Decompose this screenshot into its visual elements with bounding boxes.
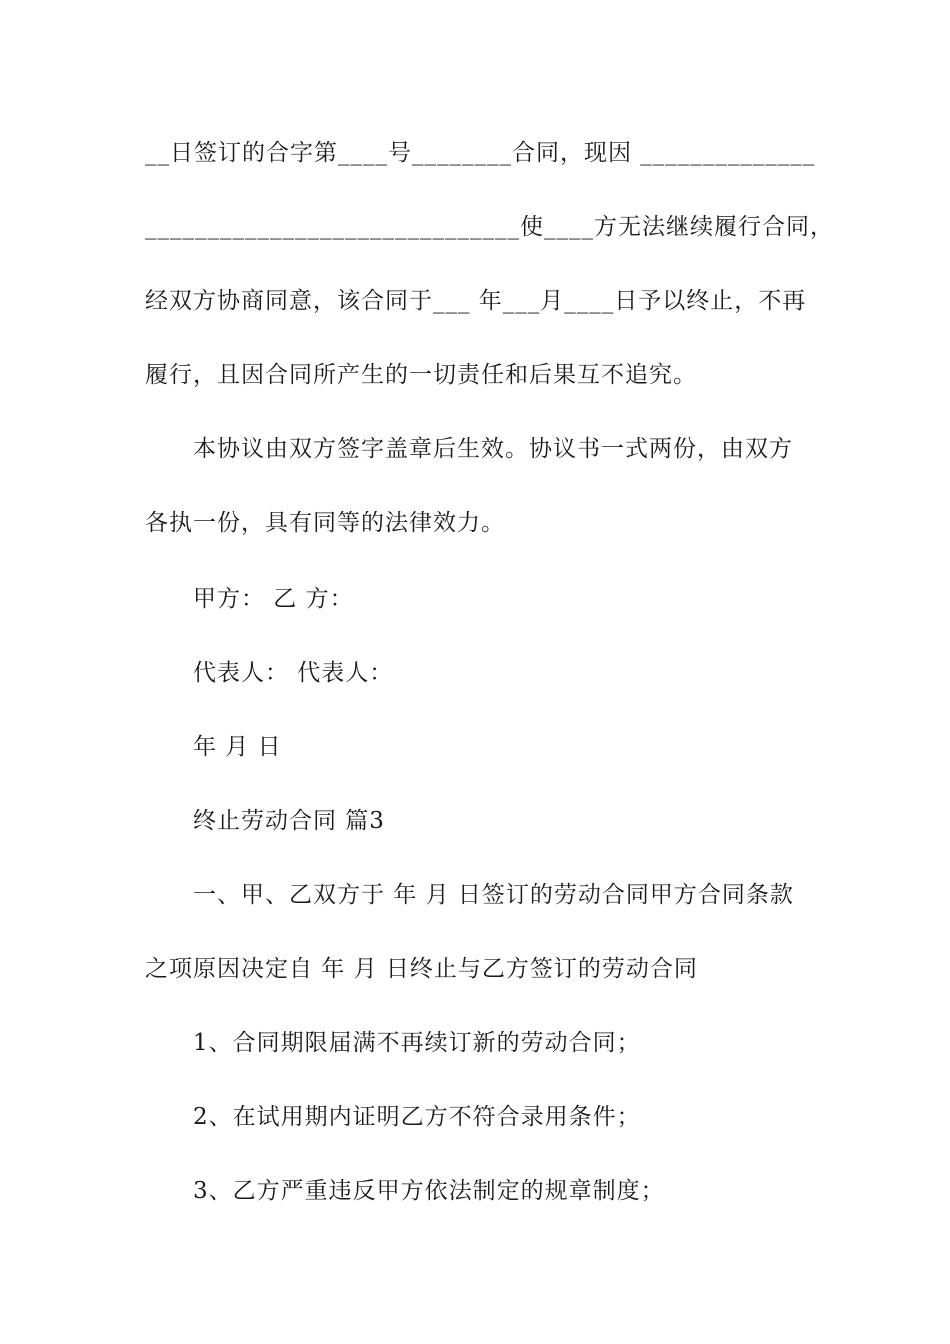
contract-text-line-1: __日签订的合字第____号________合同，现因 ______________ [145,140,816,166]
reason-item-2: 2、在试用期内证明乙方不符合录用条件； [193,1104,641,1130]
contract-text-line-2: ______________________________使____方无法继续履行合同， [145,214,834,240]
date-line: 年 月 日 [193,734,282,760]
section-heading: 终止劳动合同 篇3 [193,808,385,834]
clause-1-line-2: 之项原因决定自 年 月 日终止与乙方签订的劳动合同 [145,956,698,982]
party-labels: 甲方： 乙 方： [193,586,354,612]
effect-paragraph-line-2: 各执一份，具有同等的法律效力。 [145,510,505,536]
reason-item-1: 1、合同期限届满不再续订新的劳动合同； [193,1030,641,1056]
clause-1-line-1: 一、甲、乙双方于 年 月 日签订的劳动合同甲方合同条款 [193,882,794,908]
contract-text-line-3: 经双方协商同意，该合同于___ 年___月____日予以终止，不再 [145,288,807,314]
reason-item-3: 3、乙方严重违反甲方依法制定的规章制度； [193,1178,665,1204]
contract-text-line-4: 履行，且因合同所产生的一切责任和后果互不追究。 [145,362,697,388]
representative-labels: 代表人： 代表人： [193,660,394,686]
effect-paragraph-line-1: 本协议由双方签字盖章后生效。协议书一式两份，由双方 [193,436,793,462]
